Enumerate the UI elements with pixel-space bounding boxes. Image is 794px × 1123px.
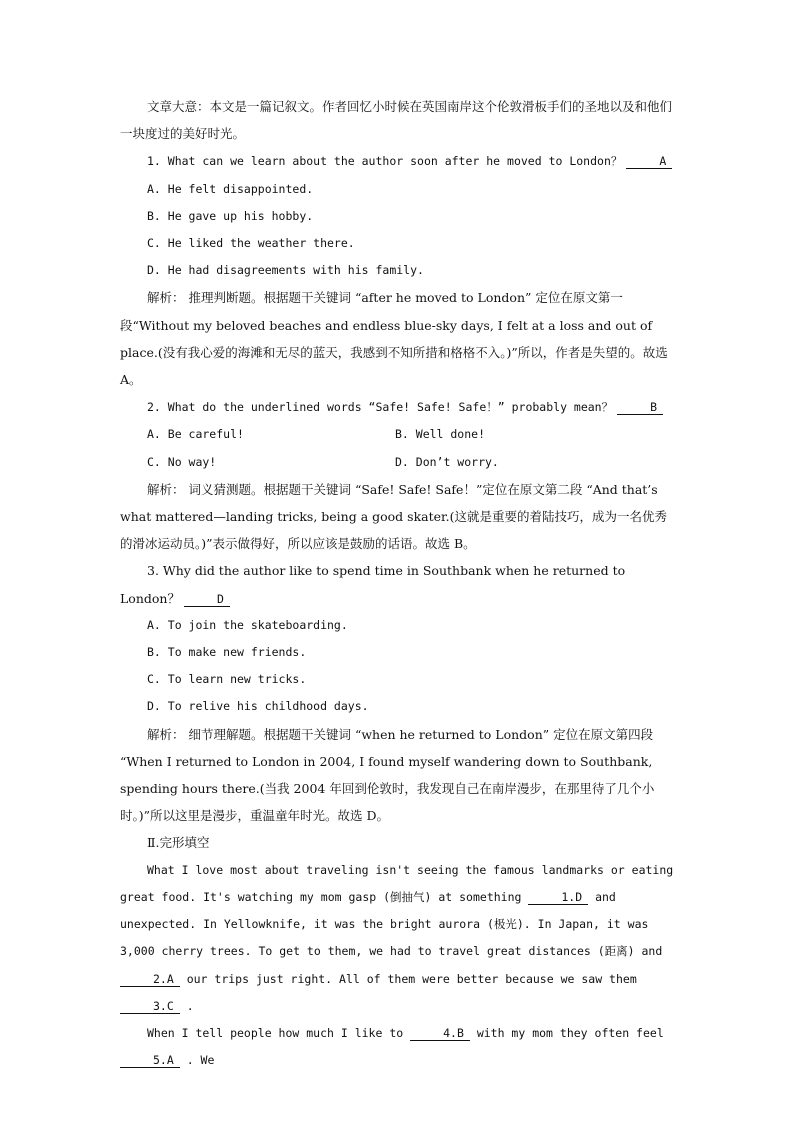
- cloze-text-2b: with my mom they often feel: [469, 1025, 664, 1040]
- question-1-option-a: A. He felt disappointed.: [147, 181, 314, 196]
- question-2-option-d: D. Don’t worry.: [395, 454, 499, 469]
- question-2-answer: B: [617, 400, 663, 415]
- question-3-option-a: A. To join the skateboarding.: [147, 617, 348, 632]
- question-1-option-b: B. He gave up his hobby.: [147, 208, 314, 223]
- question-3-answer: D: [184, 592, 230, 607]
- document-body: [120, 93, 676, 1074]
- question-3-option-c: C. To learn new tricks.: [147, 672, 307, 687]
- cloze-text-2c: . We: [179, 1053, 215, 1068]
- cloze-text-1d: .: [179, 998, 194, 1013]
- question-2-option-a: A. Be careful!: [147, 427, 244, 442]
- question-1: [120, 147, 676, 175]
- question-3-analysis: 解析： 细节理解题。根据题干关键词 “when he returned to London” 定位在原文第四段 “When I returned to London in 2004, I found myself wandering down to Southbank, spending hours there.(当我 2004 年回到伦敦时，我发现自己在南岸漫步，在那里待了几个小时。)”所以这里是漫步，重温童年时光。故选 D。: [120, 726, 655, 824]
- cloze-paragraph-2: [120, 1020, 676, 1074]
- cloze-blank-5: 5.A: [120, 1053, 180, 1068]
- question-1-option-d: D. He had disagreements with his family.: [147, 263, 424, 278]
- question-2-stem: 2. What do the underlined words “Safe! Safe! Safe！” probably mean？: [147, 400, 614, 415]
- question-1-stem: 1. What can we learn about the author soon after he moved to London？: [147, 154, 623, 169]
- cloze-blank-1: 1.D: [528, 890, 588, 905]
- cloze-text-1b: and unexpected. In Yellowknife, it was the bright aurora (极光). In Japan, it was 3,000 cherry trees. To get to them, we had to travel great distances (距离) and: [120, 889, 663, 959]
- cloze-blank-2: 2.A: [120, 972, 180, 987]
- question-1-analysis: 解析： 推理判断题。根据题干关键词 “after he moved to London” 定位在原文第一段“Without my beloved beaches and endless blue-sky days, I felt at a loss and out of place.(没有我心爱的海滩和无尽的蓝天，我感到不知所措和格格不入。)”所以，作者是失望的。故选 A。: [120, 290, 668, 388]
- question-3: [120, 557, 676, 611]
- cloze-blank-3: 3.C: [120, 999, 180, 1014]
- cloze-blank-4: 4.B: [410, 1026, 470, 1041]
- summary-paragraph: 文章大意：本文是一篇记叙文。作者回忆小时候在英国南岸这个伦敦滑板手们的圣地以及和他们一块度过的美好时光。: [120, 99, 673, 142]
- cloze-paragraph-1: [120, 857, 676, 1020]
- cloze-text-1a: What I love most about traveling isn't seeing the famous landmarks or eating great food. It's watching my mom gasp (倒抽气) at something: [120, 862, 674, 904]
- question-2-analysis: 解析： 词义猜测题。根据题干关键词 “Safe! Safe! Safe！”定位在原文第二段 “And that’s what mattered—landing tricks, being a good skater.(这就是重要的着陆技巧，成为一名优秀的滑冰运动员。)”表示做得好，所以应该是鼓励的话语。故选 B。: [120, 481, 667, 552]
- question-2-option-c: C. No way!: [147, 454, 217, 469]
- question-3-stem: 3. Why did the author like to spend time in Southbank when he returned to London？: [120, 563, 626, 606]
- question-1-option-c: C. He liked the weather there.: [147, 236, 355, 251]
- question-2-option-b: B. Well done!: [395, 427, 486, 442]
- question-2-options-row-1: [120, 421, 676, 448]
- question-3-option-d: D. To relive his childhood days.: [147, 699, 369, 714]
- question-1-answer: A: [626, 154, 672, 169]
- question-3-option-b: B. To make new friends.: [147, 645, 307, 660]
- cloze-text-1c: our trips just right. All of them were better because we saw them: [179, 971, 637, 986]
- question-2: [120, 393, 676, 421]
- section-2-title: Ⅱ.完形填空: [147, 835, 210, 851]
- cloze-text-2a: When I tell people how much I like to: [147, 1025, 411, 1040]
- question-2-options-row-2: [120, 449, 676, 476]
